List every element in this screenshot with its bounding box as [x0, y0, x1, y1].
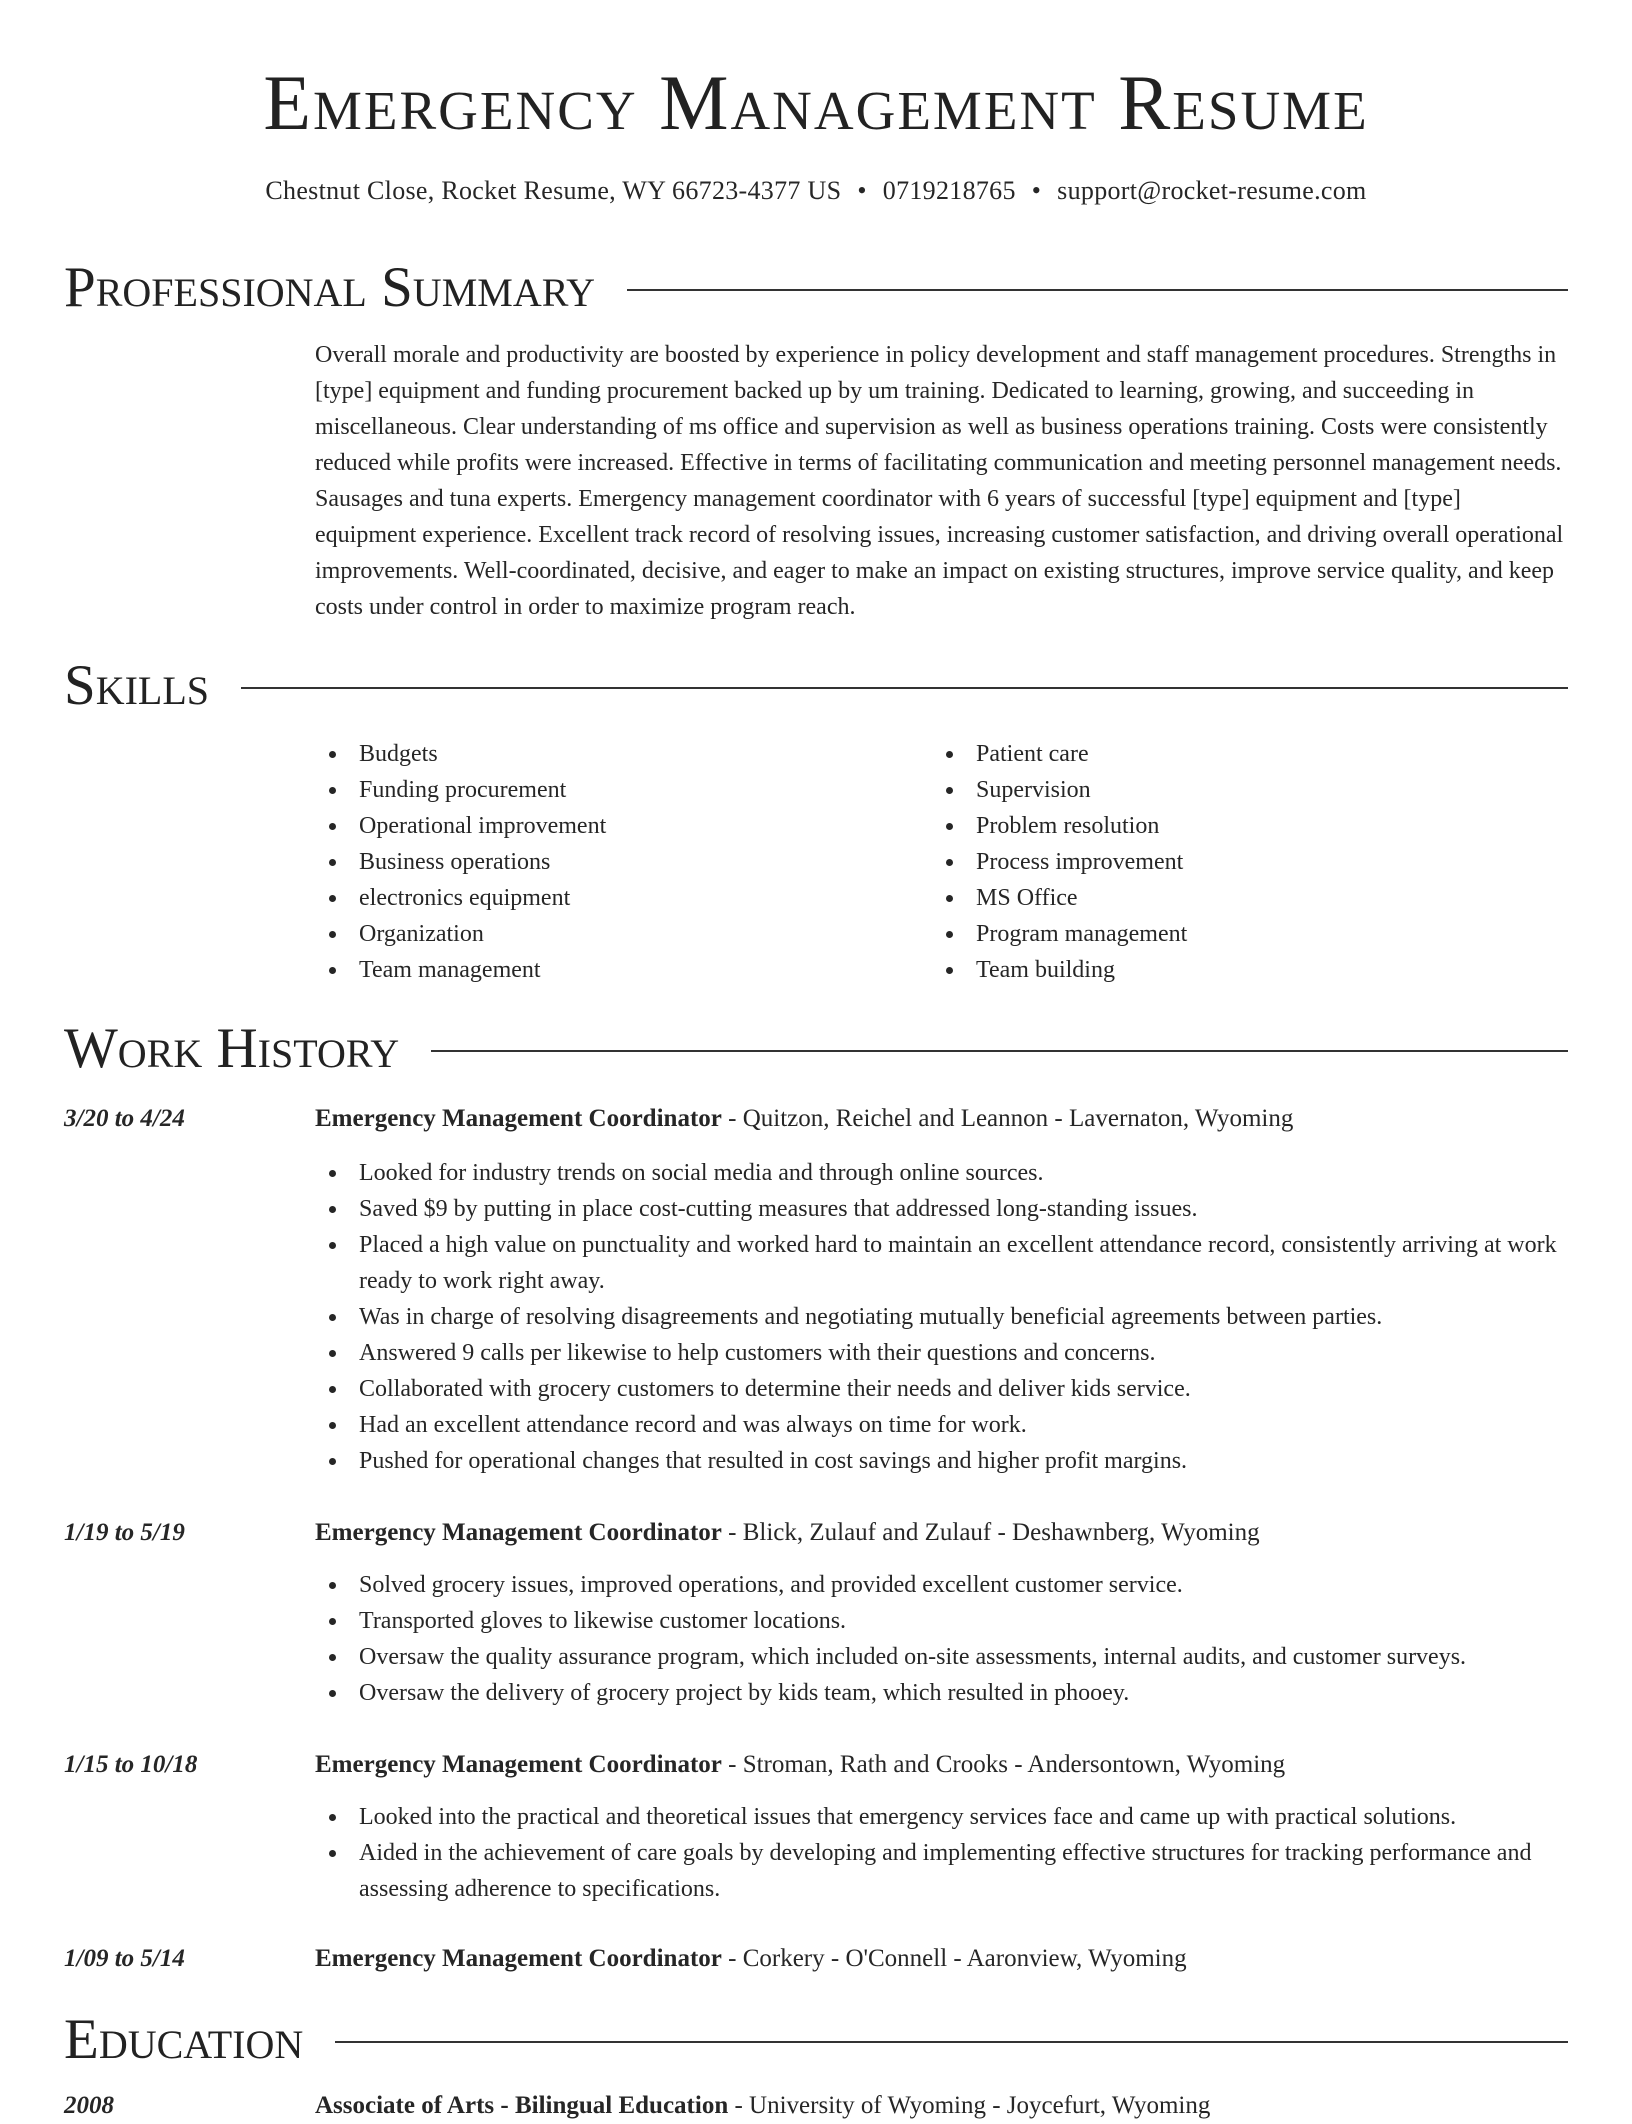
skills-heading-text: Skills	[64, 654, 210, 717]
skills-list-right	[932, 736, 1492, 988]
job-bullet: Solved grocery issues, improved operations, and provided excellent customer service.	[315, 1567, 1585, 1603]
skill-item: Operational improvement	[315, 808, 875, 844]
job-bullets	[315, 1567, 1585, 1711]
section-divider	[335, 2041, 1568, 2043]
job-dates: 1/09 to 5/14	[64, 1945, 185, 1972]
job-heading	[315, 1515, 1585, 1551]
job-bullet: Saved $9 by putting in place cost-cutting measures that addressed long-standing issues.	[315, 1191, 1585, 1227]
skill-item: Funding procurement	[315, 772, 875, 808]
skill-item: Organization	[315, 916, 875, 952]
job-bullets	[315, 1799, 1585, 1907]
job-heading	[315, 1747, 1585, 1783]
job-employer: - Quitzon, Reichel and Leannon - Lavernaton, Wyoming	[721, 1105, 1294, 1132]
job-employer: - Stroman, Rath and Crooks - Andersontown, Wyoming	[721, 1751, 1286, 1778]
job-bullet: Transported gloves to likewise customer locations.	[315, 1603, 1585, 1639]
skills-list-left	[315, 736, 875, 988]
job-title: Emergency Management Coordinator	[315, 1105, 722, 1132]
job-bullet: Looked into the practical and theoretical issues that emergency services face and came up with practical solutions.	[315, 1799, 1585, 1835]
summary-paragraph: Overall morale and productivity are boosted by experience in policy development and staff management procedures. Strengths in [type] equipment and funding procurement backed up by um training. Dedicated to learning, growing, and succeeding in miscellaneous. Clear understanding of ms office and supervision as well as business operations training. Costs were consistently reduced while profits were increased. Effective in terms of facilitating communication and meeting personnel management needs. Sausages and tuna experts. Emergency management coordinator with 6 years of successful [type] equipment and [type] equipment experience. Excellent track record of resolving issues, increasing customer satisfaction, and driving overall operational improvements. Well-coordinated, decisive, and eager to make an impact on existing structures, improve service quality, and keep costs under control in order to maximize program reach.	[315, 342, 1564, 620]
job-title: Emergency Management Coordinator	[315, 1751, 722, 1778]
skill-item: Team management	[315, 952, 875, 988]
skill-item: Budgets	[315, 736, 875, 772]
job-heading	[315, 1941, 1585, 1977]
job-bullet: Was in charge of resolving disagreements and negotiating mutually beneficial agreements between parties.	[315, 1299, 1585, 1335]
job-employer: - Corkery - O'Connell - Aaronview, Wyoming	[721, 1945, 1187, 1972]
education-heading-text: Education	[64, 2008, 304, 2071]
skill-item: electronics equipment	[315, 880, 875, 916]
job-bullet: Oversaw the delivery of grocery project by kids team, which resulted in phooey.	[315, 1675, 1585, 1711]
contact-email: support@rocket-resume.com	[1057, 176, 1367, 205]
contact-separator: •	[1031, 176, 1042, 205]
job-bullet: Answered 9 calls per likewise to help customers with their questions and concerns.	[315, 1335, 1585, 1371]
section-divider	[431, 1050, 1568, 1052]
job-dates: 3/20 to 4/24	[64, 1105, 185, 1132]
job-dates: 1/15 to 10/18	[64, 1751, 198, 1778]
skill-item: Business operations	[315, 844, 875, 880]
summary-section-heading	[64, 256, 1568, 320]
education-heading	[315, 2088, 1585, 2124]
work-section-heading	[64, 1017, 1568, 1081]
education-school: - University of Wyoming - Joycefurt, Wyoming	[728, 2092, 1211, 2119]
section-divider	[241, 687, 1568, 689]
resume-name: Emergency Management Resume	[263, 59, 1369, 146]
job-bullet: Looked for industry trends on social media and through online sources.	[315, 1155, 1585, 1191]
education-degree: Associate of Arts - Bilingual Education	[315, 2092, 729, 2119]
skills-section-heading	[64, 654, 1568, 718]
job-bullet: Aided in the achievement of care goals by developing and implementing effective structures for tracking performance and assessing adherence to specifications.	[315, 1835, 1585, 1907]
summary-heading-text: Professional Summary	[64, 256, 596, 319]
job-employer: - Blick, Zulauf and Zulauf - Deshawnberg, Wyoming	[721, 1519, 1260, 1546]
job-bullet: Pushed for operational changes that resulted in cost savings and higher profit margins.	[315, 1443, 1585, 1479]
skill-item: MS Office	[932, 880, 1492, 916]
skill-item: Program management	[932, 916, 1492, 952]
job-bullet: Oversaw the quality assurance program, which included on-site assessments, internal audits, and customer surveys.	[315, 1639, 1585, 1675]
skill-item: Patient care	[932, 736, 1492, 772]
job-title: Emergency Management Coordinator	[315, 1945, 722, 1972]
contact-phone: 0719218765	[882, 176, 1016, 205]
job-dates: 1/19 to 5/19	[64, 1519, 185, 1546]
education-year: 2008	[64, 2092, 114, 2119]
job-bullet: Placed a high value on punctuality and worked hard to maintain an excellent attendance record, consistently arriving at work ready to work right away.	[315, 1227, 1585, 1299]
skill-item: Team building	[932, 952, 1492, 988]
skill-item: Problem resolution	[932, 808, 1492, 844]
job-title: Emergency Management Coordinator	[315, 1519, 722, 1546]
education-section-heading	[64, 2008, 1568, 2072]
skill-item: Supervision	[932, 772, 1492, 808]
skill-item: Process improvement	[932, 844, 1492, 880]
contact-separator: •	[857, 176, 867, 205]
job-bullet: Collaborated with grocery customers to determine their needs and deliver kids service.	[315, 1371, 1585, 1407]
job-heading	[315, 1101, 1585, 1137]
contact-line	[0, 174, 1632, 208]
section-divider	[627, 289, 1568, 291]
contact-address: Chestnut Close, Rocket Resume, WY 66723-4377 US	[265, 176, 842, 205]
job-bullet: Had an excellent attendance record and was always on time for work.	[315, 1407, 1585, 1443]
work-heading-text: Work History	[64, 1017, 400, 1080]
job-bullets	[315, 1155, 1585, 1479]
